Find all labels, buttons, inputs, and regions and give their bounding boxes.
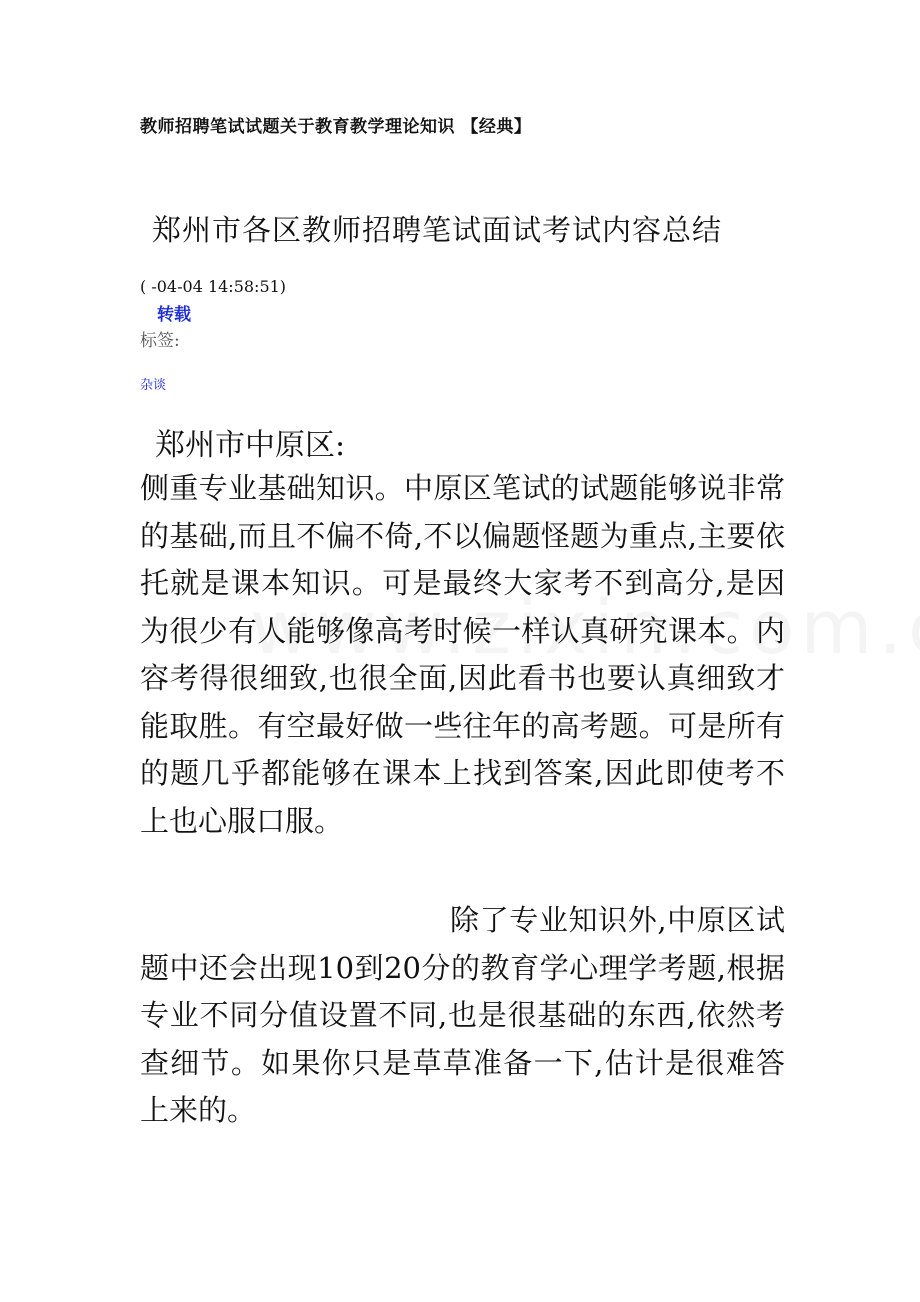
paragraph: 除了专业知识外,中原区试题中还会出现10到20分的教育学心理学考题,根据专业不同分值设置不同,也是很基础的东西,依然考查细节。如果你只是草草准备一下,估计是很难答上来的。 <box>140 903 785 1127</box>
tags-label: 标签: <box>140 331 180 351</box>
tag-link[interactable]: 杂谈 <box>140 378 167 393</box>
section-heading: 郑州市中原区: <box>155 428 346 463</box>
repost-link[interactable]: 转载 <box>157 305 191 325</box>
post-date: ( -04-04 14:58:51) <box>140 277 287 296</box>
document-header-title: 教师招聘笔试试题关于教育教学理论知识 【经典】 <box>140 117 532 137</box>
paragraph: 侧重专业基础知识。中原区笔试的试题能够说非常的基础,而且不偏不倚,不以偏题怪题为重点,主要依托就是课本知识。可是最终大家考不到高分,是因为很少有人能够像高考时候一样认真研究课本。内容考得很细致,也很全面,因此看书也要认真细致才能取胜。有空最好做一些往年的高考题。可是所有的题几乎都能够在课本上找到答案,因此即使考不上也心服口服。 <box>140 471 785 838</box>
post-title: 郑州市各区教师招聘笔试面试考试内容总结 <box>152 213 723 247</box>
